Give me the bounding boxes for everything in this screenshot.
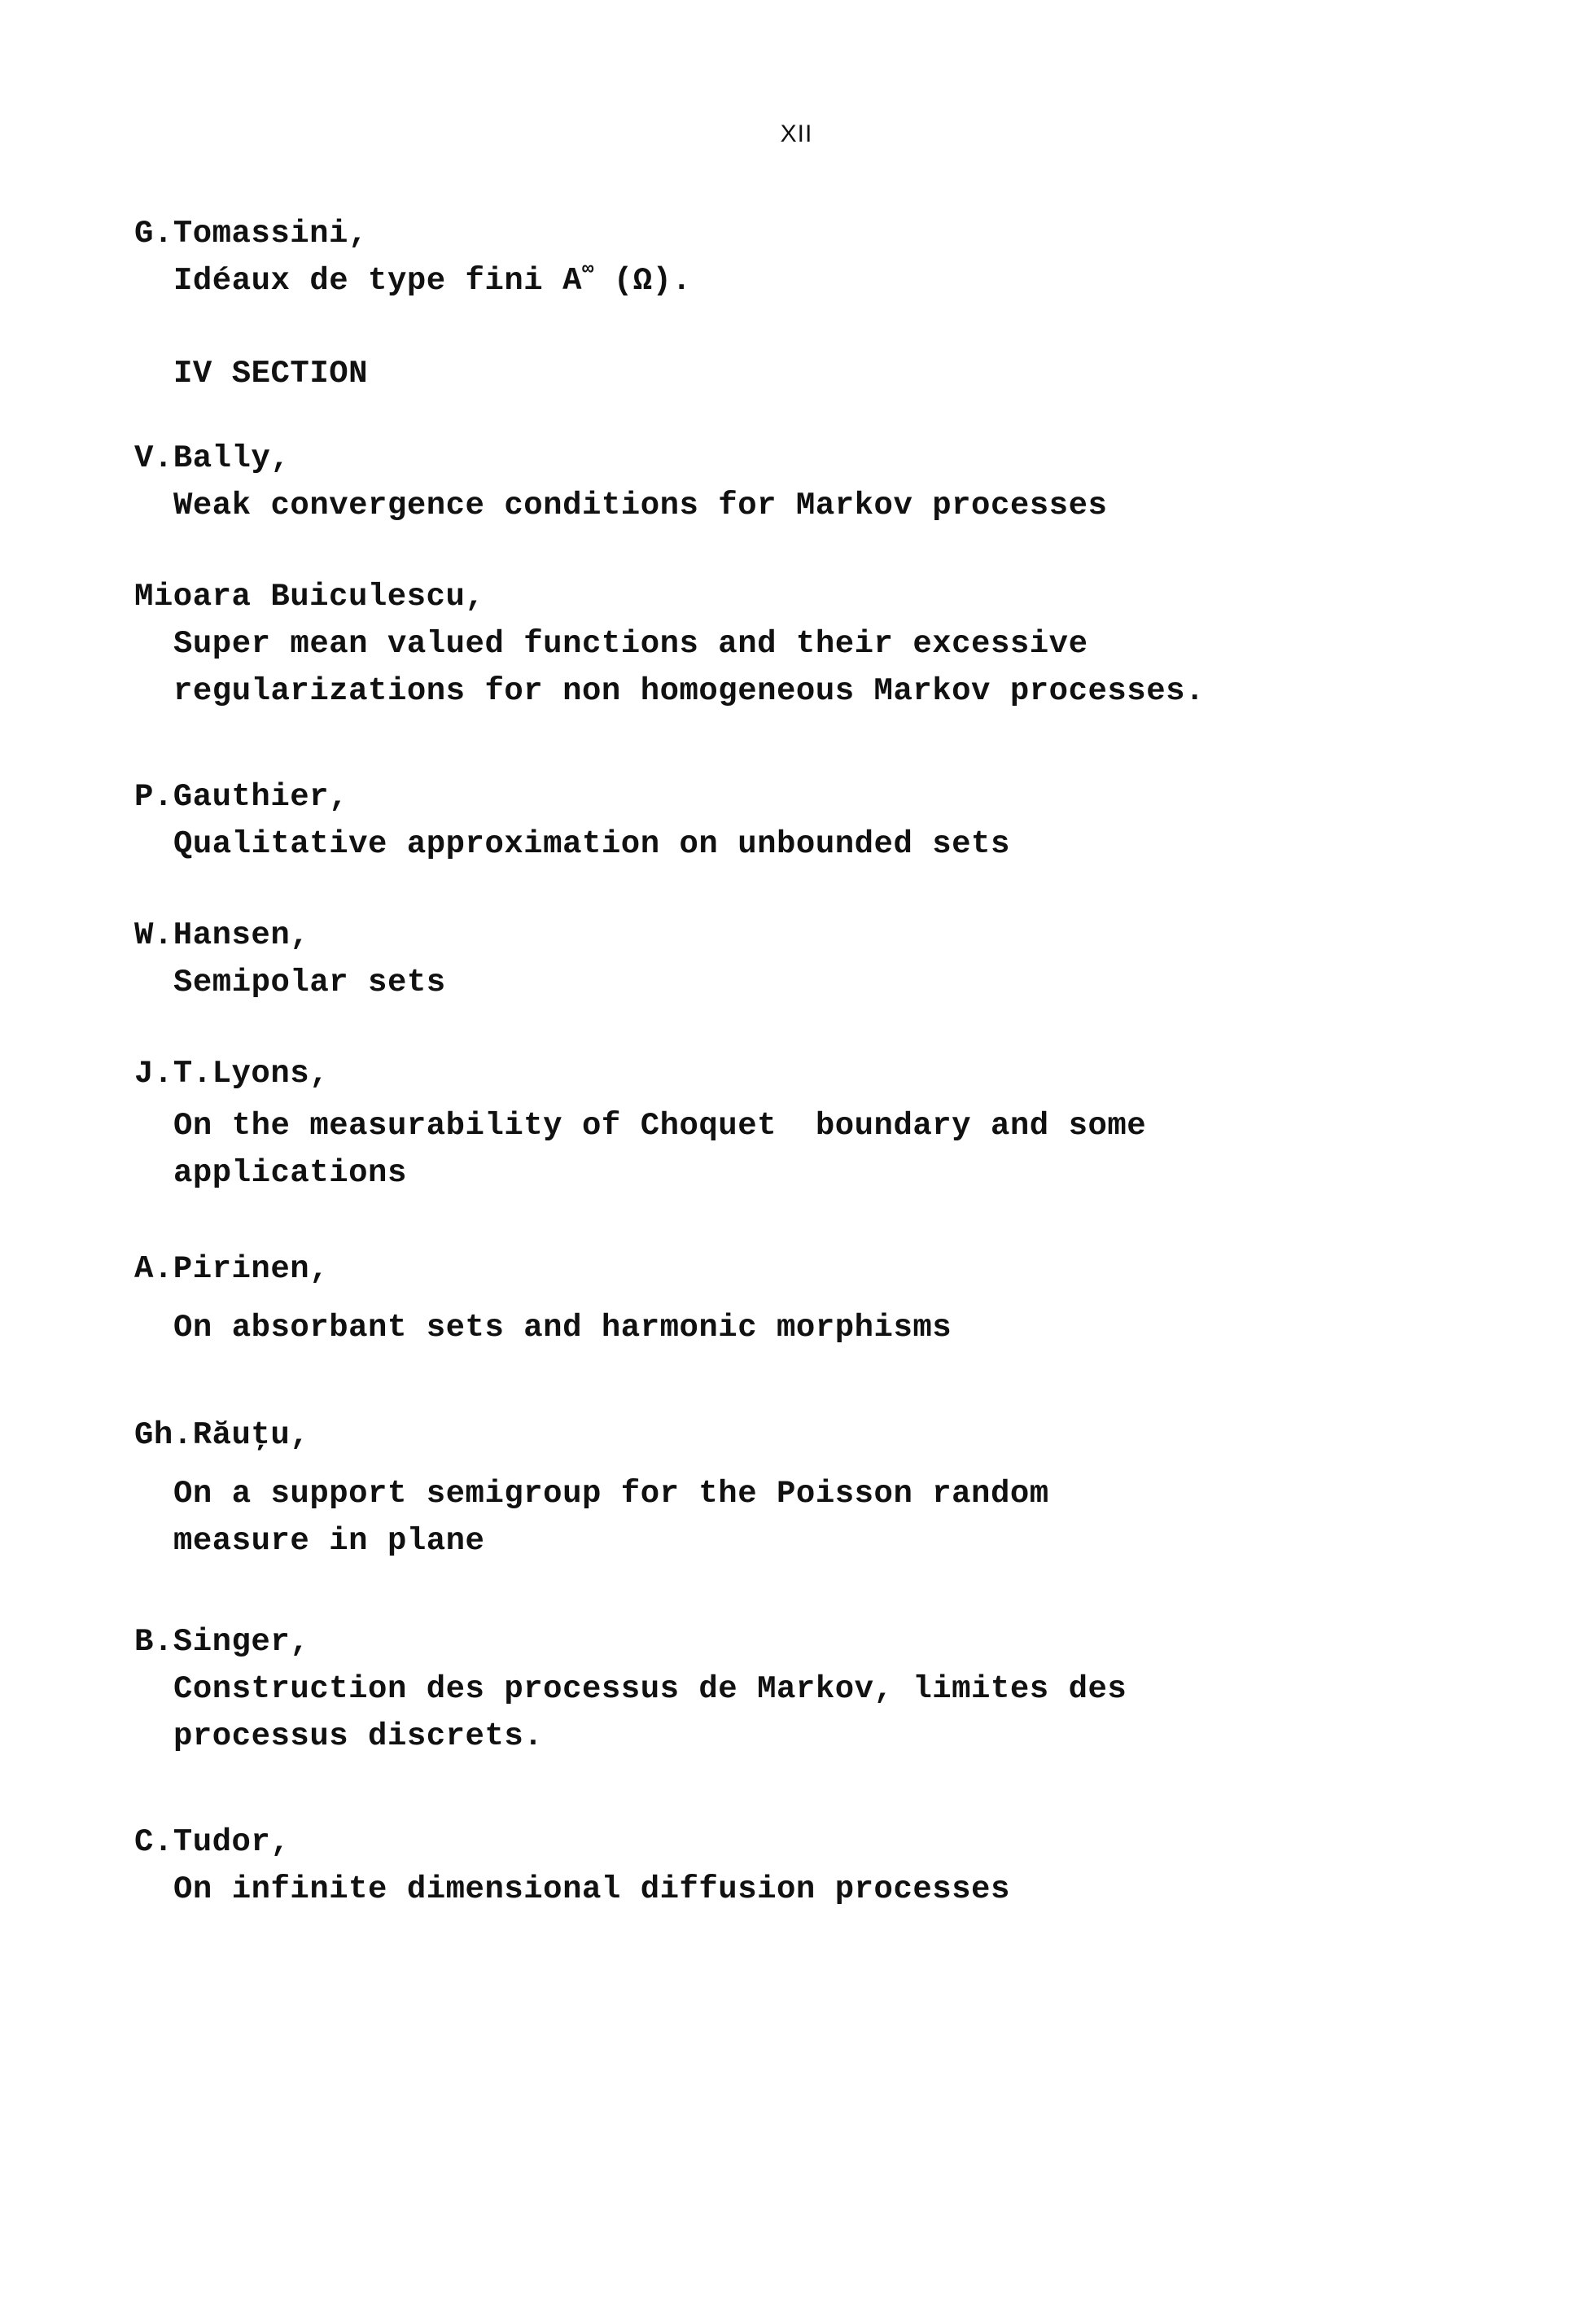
entry-title-prefix: Idéaux de type fini A (173, 263, 582, 299)
toc-entry-hansen (134, 912, 446, 1006)
entry-title-line: On absorbant sets and harmonic morphisms (173, 1310, 952, 1346)
entry-author: Mioara Buiculescu, (134, 579, 485, 615)
toc-entry-bally (134, 435, 1107, 529)
entry-title-line: processus discrets. (173, 1718, 544, 1754)
entry-author: Gh.Răuţu, (134, 1417, 310, 1453)
entry-title-line: Semipolar sets (173, 965, 446, 1000)
toc-entry-singer (134, 1618, 1127, 1760)
entry-title-line: Qualitative approximation on unbounded sets (173, 826, 1010, 862)
entry-author: W.Hansen, (134, 917, 310, 953)
entry-title-line: Super mean valued functions and their excessive (173, 626, 1088, 662)
page-number: XII (780, 120, 813, 147)
entry-author: A.Pirinen, (134, 1251, 330, 1287)
entry-author: B.Singer, (134, 1624, 310, 1660)
entry-title (134, 257, 691, 304)
entry-author: G.Tomassini, (134, 216, 368, 252)
entry-title-line: regularizations for non homogeneous Markov processes. (173, 673, 1205, 709)
entry-author: J.T.Lyons, (134, 1056, 330, 1092)
toc-entry-pirinen (134, 1245, 952, 1351)
entry-title-line: measure in plane (173, 1523, 485, 1559)
toc-entry-buiculescu (134, 573, 1205, 715)
entry-title-line: On the measurability of Choquet boundary and some (173, 1108, 1147, 1144)
toc-entry-tomassini (134, 210, 691, 304)
entry-title-line: On a support semigroup for the Poisson random (173, 1476, 1049, 1512)
section-heading: IV SECTION (173, 356, 369, 392)
entry-title-line: Construction des processus de Markov, limites des (173, 1671, 1127, 1707)
entry-author: P.Gauthier, (134, 779, 348, 815)
toc-entry-gauthier (134, 773, 1010, 868)
entry-title-line: On infinite dimensional diffusion processes (173, 1871, 1010, 1907)
section-heading-block (134, 350, 368, 397)
toc-entry-lyons (134, 1050, 1146, 1197)
entry-author: V.Bally, (134, 440, 291, 476)
toc-entry-tudor (134, 1818, 1010, 1913)
entry-title-line: Weak convergence conditions for Markov processes (173, 488, 1108, 523)
entry-title-suffix: (Ω). (593, 263, 692, 299)
entry-author: C.Tudor, (134, 1824, 291, 1860)
toc-entry-rautu (134, 1411, 1049, 1565)
entry-title-line: applications (173, 1155, 407, 1191)
infinity-superscript: ∞ (581, 259, 594, 281)
